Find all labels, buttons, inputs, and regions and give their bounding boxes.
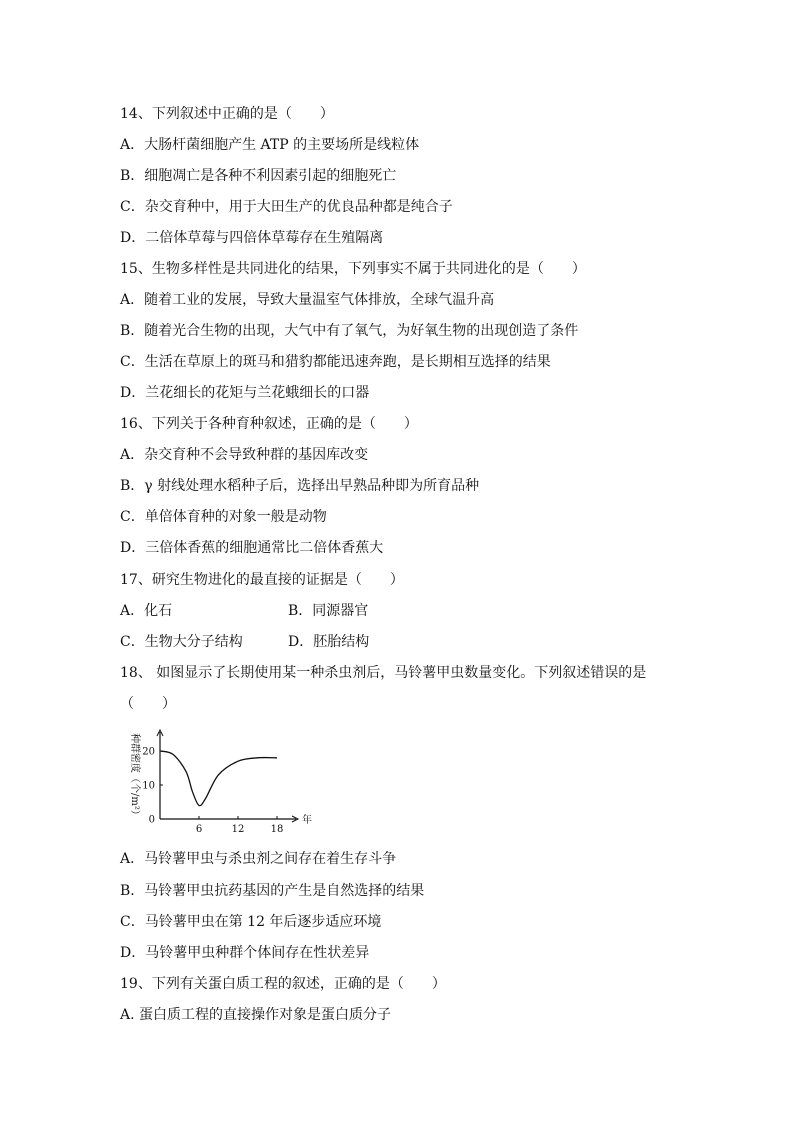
q14-option-d: D．二倍体草莓与四倍体草莓存在生殖隔离: [120, 230, 384, 246]
q15-option-a: A．随着工业的发展，导致大量温室气体排放，全球气温升高: [120, 292, 495, 308]
q17-option-a: A．化石: [120, 603, 173, 619]
y-tick-label: 20: [142, 746, 155, 758]
q16-option-d: D．三倍体香蕉的细胞通常比二倍体香蕉大: [120, 540, 384, 556]
q18-option-c: C．马铃薯甲虫在第 12 年后逐步适应环境: [120, 914, 382, 930]
y-tick-label: 0: [148, 814, 155, 826]
q19-option-a: A. 蛋白质工程的直接操作对象是蛋白质分子: [120, 1007, 392, 1023]
x-tick-label: 6: [195, 824, 203, 835]
q18-stem: 18、 如图显示了长期使用某一种杀虫剂后，马铃薯甲虫数量变化。下列叙述错误的是: [120, 665, 647, 681]
q16-option-c: C．单倍体育种的对象一般是动物: [120, 509, 327, 525]
q14-option-b: B．细胞凋亡是各种不利因素引起的细胞死亡: [120, 168, 397, 184]
y-axis-label: 种群密度（个/m²）: [129, 733, 140, 820]
x-axis-label: 年: [302, 815, 312, 826]
q16-option-a: A．杂交育种不会导致种群的基因库改变: [120, 447, 369, 463]
q16-option-b: B．γ 射线处理水稻种子后，选择出早熟品种即为所育品种: [120, 478, 480, 494]
q17-option-c: C．生物大分子结构: [120, 634, 243, 650]
q14-option-a: A．大肠杆菌细胞产生 ATP 的主要场所是线粒体: [120, 137, 420, 153]
q17-stem: 17、研究生物进化的最直接的证据是（ ）: [120, 572, 404, 588]
q17-option-b: B．同源器官: [288, 603, 369, 619]
chart-ticks: [142, 747, 283, 836]
q14-stem: 14、下列叙述中正确的是（ ）: [120, 106, 334, 122]
q17-option-d: D．胚胎结构: [288, 634, 370, 650]
q18-option-a: A．马铃薯甲虫与杀虫剂之间存在着生存斗争: [120, 851, 397, 867]
q15-stem: 15、生物多样性是共同进化的结果，下列事实不属于共同进化的是（ ）: [120, 261, 586, 277]
q18-stem-continued: （ ）: [120, 696, 176, 712]
beetle-density-chart: [118, 726, 312, 836]
series-line: [160, 751, 277, 806]
q18-option-d: D．马铃薯甲虫种群个体间存在性状差异: [120, 945, 370, 961]
q18-option-b: B．马铃薯甲虫抗药基因的产生是自然选择的结果: [120, 883, 425, 899]
y-tick-label: 10: [142, 780, 155, 792]
q15-option-c: C．生活在草原上的斑马和猎豹都能迅速奔跑，是长期相互选择的结果: [120, 354, 551, 370]
x-tick-label: 12: [231, 824, 245, 835]
chart-axes: [157, 730, 298, 822]
x-tick-label: 18: [270, 824, 284, 835]
q16-stem: 16、下列关于各种育种叙述，正确的是（ ）: [120, 416, 418, 432]
q19-stem: 19、下列有关蛋白质工程的叙述，正确的是（ ）: [120, 976, 446, 992]
q15-option-b: B．随着光合生物的出现，大气中有了氧气，为好氧生物的出现创造了条件: [120, 323, 579, 339]
q14-option-c: C．杂交育种中，用于大田生产的优良品种都是纯合子: [120, 199, 453, 215]
q15-option-d: D．兰花细长的花矩与兰花蛾细长的口器: [120, 385, 370, 401]
